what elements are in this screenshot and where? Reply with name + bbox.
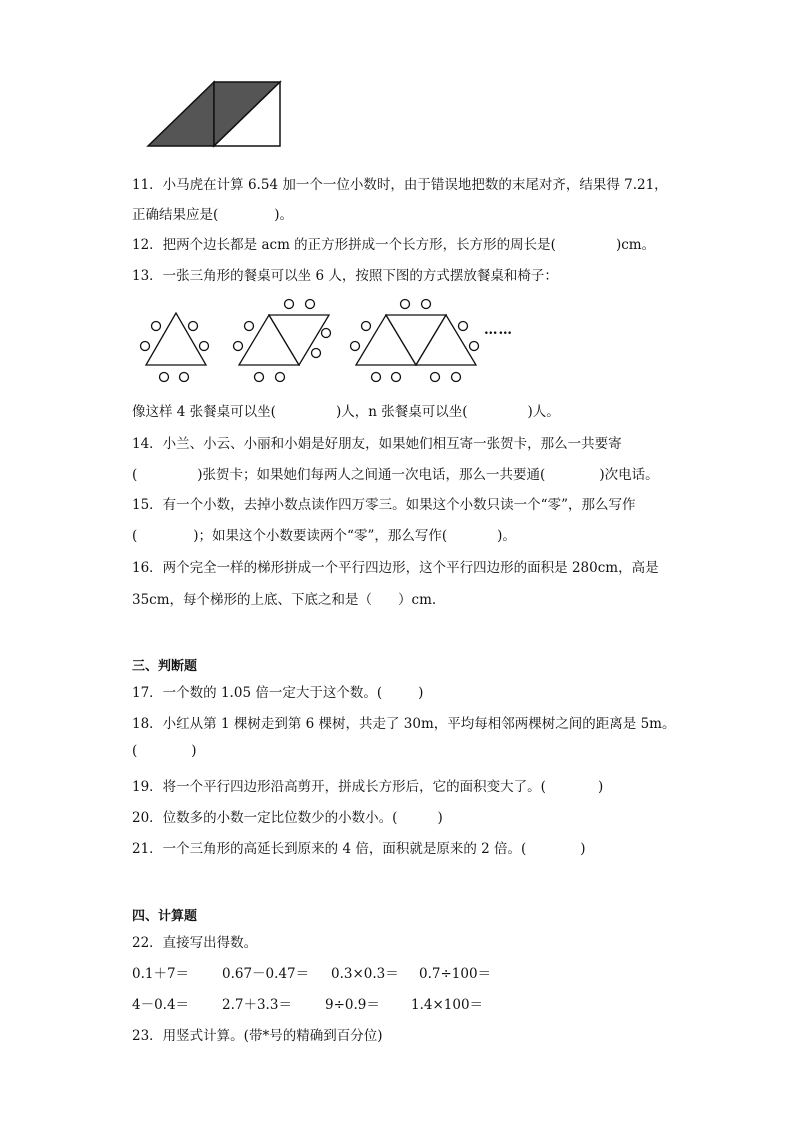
chair (152, 322, 161, 331)
q14-text-end: )次电话。 (599, 467, 659, 483)
question-18-line1: 18．小红从第 1 棵树走到第 6 棵树，共走了 30m，平均每相邻两棵树之间的距离是 5m。 (132, 716, 676, 732)
q14-text-mid: )张贺卡；如果她们每两人之间通一次电话，那么一共要通( (197, 467, 546, 483)
chair (276, 373, 285, 382)
q15-text-mid: )；如果这个小数要读两个“零”，那么写作( (193, 528, 448, 544)
chair (160, 373, 169, 382)
question-21 (132, 837, 586, 857)
chair (401, 300, 410, 309)
chair (459, 322, 468, 331)
question-15-line2 (132, 524, 516, 544)
question-14-line1: 14．小兰、小云、小丽和小娟是好朋友，如果她们相互寄一张贺卡，那么一共要寄 (132, 436, 622, 452)
q13-text-end: )人。 (527, 404, 560, 420)
q13-text-mid: )人，n 张餐桌可以坐( (335, 404, 468, 420)
question-16-line1: 16．两个完全一样的梯形拼成一个平行四边形，这个平行四边形的面积是 280cm，高是 (132, 560, 659, 576)
q21-text-end: ) (580, 841, 586, 857)
section-title-judgement: 三、判断题 (132, 659, 198, 674)
q21-text: 21．一个三角形的高延长到原来的 4 倍，面积就是原来的 2 倍。( (132, 841, 527, 857)
q16-text: 35cm，每个梯形的上底、下底之和是（ (132, 592, 373, 608)
q14-text: ( (132, 467, 138, 483)
question-18-line2 (132, 743, 197, 759)
q15-text: ( (132, 528, 138, 544)
chair (234, 342, 243, 351)
q18-text: ( (132, 743, 138, 759)
chair (362, 322, 371, 331)
q16-text-end: ）cm. (398, 592, 437, 608)
chair (312, 349, 321, 358)
chair (372, 373, 381, 382)
calc-item: 1.4×100＝ (411, 997, 484, 1013)
q19-text-end: ) (597, 779, 604, 795)
chair (322, 329, 331, 338)
chair (306, 300, 315, 309)
chair (189, 322, 198, 331)
question-15-line1: 15．有一个小数，去掉小数点读作四万零三。如果这个小数只读一个“零”，那么写作 (132, 497, 636, 513)
chair (351, 342, 360, 351)
chair (245, 322, 254, 331)
q19-text: 19．将一个平行四边形沿高剪开，拼成长方形后，它的面积变大了。( (132, 779, 546, 795)
calc-item: 4－0.4＝ (132, 997, 190, 1013)
chair (392, 373, 401, 382)
question-13-line2 (132, 400, 560, 420)
question-12 (132, 233, 655, 253)
question-14-line2 (132, 463, 659, 483)
q20-text: 20．位数多的小数一定比位数少的小数小。( (132, 810, 398, 826)
q18-text-end: ) (191, 743, 197, 759)
q20-text-end: ) (437, 810, 443, 826)
ellipsis: …… (484, 322, 513, 338)
question-13-line1: 13．一张三角形的餐桌可以坐 6 人，按照下图的方式摆放餐桌和椅子： (132, 268, 558, 284)
q12-text: 12．把两个边长都是 acm 的正方形拼成一个长方形，长方形的周长是( (132, 237, 556, 253)
calc-item: 0.3×0.3＝ (331, 966, 399, 982)
calc-item: 0.7÷100＝ (419, 966, 492, 982)
q13-text: 像这样 4 张餐桌可以坐( (132, 404, 276, 420)
q17-text: 17．一个数的 1.05 倍一定大于这个数。( (132, 685, 383, 701)
calc-item: 9÷0.9＝ (325, 997, 380, 1013)
question-17 (132, 681, 423, 701)
question-19 (132, 775, 603, 795)
chair (200, 342, 209, 351)
chair (422, 300, 431, 309)
q11-text-end: )。 (274, 207, 294, 223)
q17-text-end: ) (418, 685, 424, 701)
calc-item: 2.7＋3.3＝ (222, 997, 292, 1013)
question-11-line2 (132, 203, 293, 223)
q15-text-end: )。 (497, 528, 516, 544)
section-title-calculation: 四、计算题 (132, 909, 198, 924)
question-20 (132, 806, 443, 826)
chair (255, 373, 264, 382)
chair (285, 300, 294, 309)
chair (180, 373, 189, 382)
tables-chairs-figure (132, 295, 532, 387)
shaded-triangle-left (148, 82, 214, 146)
question-16-line2 (132, 588, 436, 608)
chair (431, 373, 440, 382)
question-11-line1: 11．小马虎在计算 6.54 加一个一位小数时，由于错误地把数的末尾对齐，结果得 7.21， (132, 177, 668, 193)
q12-text-end: )cm。 (615, 237, 656, 253)
chair (141, 342, 150, 351)
question-23-title: 23．用竖式计算。(带*号的精确到百分位) (132, 1028, 383, 1044)
chair (452, 373, 461, 382)
q11-text: 正确结果应是( (132, 207, 219, 223)
chair (470, 342, 479, 351)
calc-item: 0.67－0.47＝ (222, 966, 310, 982)
triangle-table (146, 313, 206, 365)
question-22-title: 22．直接写出得数。 (132, 935, 258, 951)
calc-item: 0.1＋7＝ (132, 966, 190, 982)
parallelogram-figure (140, 78, 285, 150)
